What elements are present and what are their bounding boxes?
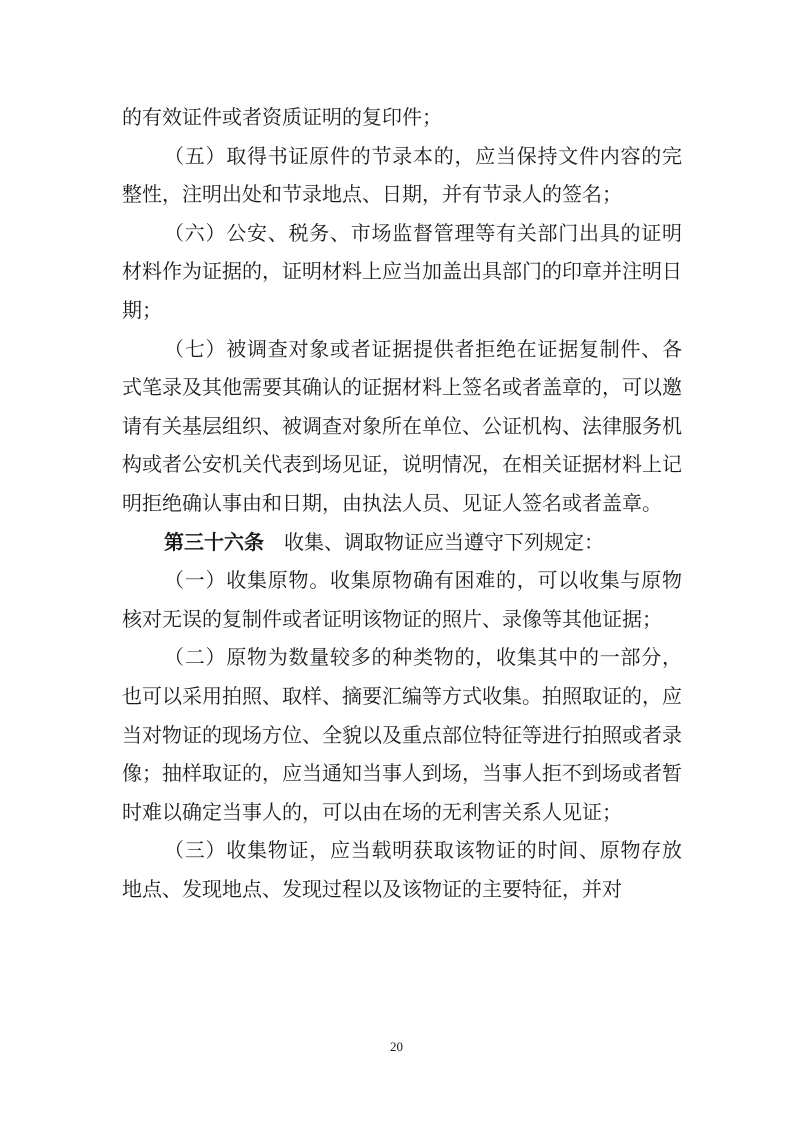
paragraph-item-6: （六）公安、税务、市场监督管理等有关部门出具的证明材料作为证据的，证明材料上应当加盖出具部门的印章并注明日期； [122, 220, 682, 322]
article-item-3: （三）收集物证，应当载明获取该物证的时间、原物存放地点、发现地点、发现过程以及该物证的主要特征，并对 [122, 838, 682, 901]
article-36-paragraph [122, 523, 682, 562]
article-item-1: （一）收集原物。收集原物确有困难的，可以收集与原物核对无误的复制件或者证明该物证的照片、录像等其他证据； [122, 568, 682, 631]
page-number: 20 [390, 1039, 403, 1054]
article-heading: 第三十六条 [164, 529, 264, 554]
article-item-2: （二）原物为数量较多的种类物的，收集其中的一部分，也可以采用拍照、取样、摘要汇编等方式收集。拍照取证的，应当对物证的现场方位、全貌以及重点部位特征等进行拍照或者录像；抽样取证的，应当通知当事人到场，当事人拒不到场或者暂时难以确定当事人的，可以由在场的无利害关系人见证； [122, 645, 682, 824]
article-intro-text: 收集、调取物证应当遵守下列规定： [284, 529, 604, 554]
body-text [122, 98, 682, 908]
paragraph-item-5: （五）取得书证原件的节录本的，应当保持文件内容的完整性，注明出处和节录地点、日期，并有节录人的签名； [122, 143, 682, 207]
paragraph-continuation: 的有效证件或者资质证明的复印件； [122, 105, 442, 129]
paragraph-item-7: （七）被调查对象或者证据提供者拒绝在证据复制件、各式笔录及其他需要其确认的证据材料上签名或者盖章的，可以邀请有关基层组织、被调查对象所在单位、公证机构、法律服务机构或者公安机关代表到场见证，说明情况，在相关证据材料上记明拒绝确认事由和日期，由执法人员、见证人签名或者盖章。 [122, 336, 682, 515]
